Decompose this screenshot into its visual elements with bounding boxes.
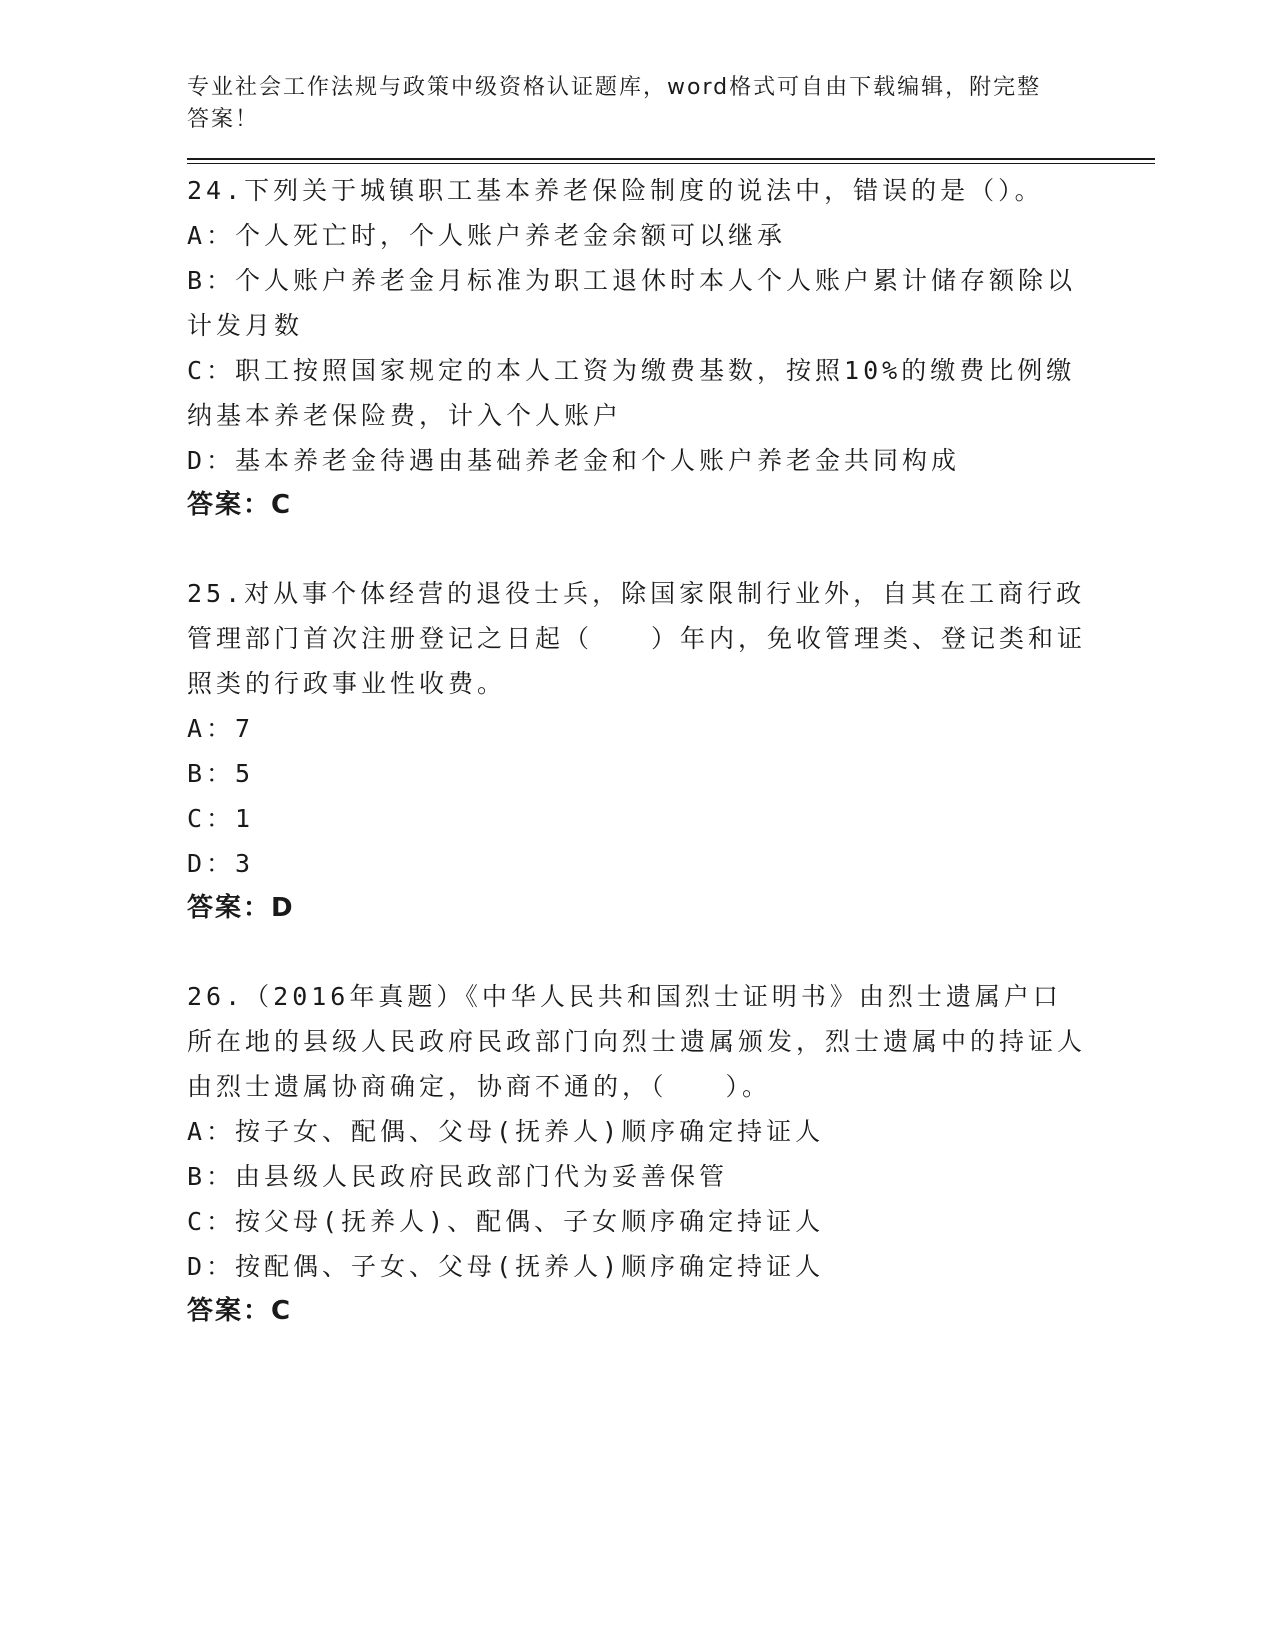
question-list <box>187 168 1157 1334</box>
option-d: D：基本养老金待遇由基础养老金和个人账户养老金共同构成 <box>187 446 961 475</box>
option-d: D：3 <box>187 849 255 878</box>
option-a: A：7 <box>187 714 255 743</box>
spacer <box>187 931 1157 974</box>
option-a: A：个人死亡时，个人账户养老金余额可以继承 <box>187 221 787 250</box>
option-c: C：职工按照国家规定的本人工资为缴费基数，按照10%的缴费比例缴纳基本养老保险费，计入个人账户 <box>187 356 1076 430</box>
question-26 <box>187 974 1157 1334</box>
option-c: C：1 <box>187 804 255 833</box>
answer-line: 答案：C <box>187 1296 293 1326</box>
answer-line: 答案：D <box>187 893 295 923</box>
option-b: B：由县级人民政府民政部门代为妥善保管 <box>187 1162 729 1191</box>
question-stem: 24.下列关于城镇职工基本养老保险制度的说法中，错误的是（）。 <box>187 176 1044 205</box>
question-25 <box>187 571 1157 931</box>
document-page <box>187 72 1157 1334</box>
question-stem: 26.（2016年真题）《中华人民共和国烈士证明书》由烈士遗属户口所在地的县级人民政府民政部门向烈士遗属颁发，烈士遗属中的持证人由烈士遗属协商确定，协商不通的，（ ）。 <box>187 982 1087 1101</box>
option-d: D：按配偶、子女、父母(抚养人)顺序确定持证人 <box>187 1252 825 1281</box>
option-a: A：按子女、配偶、父母(抚养人)顺序确定持证人 <box>187 1117 825 1146</box>
question-24 <box>187 168 1157 528</box>
option-b: B：个人账户养老金月标准为职工退休时本人个人账户累计储存额除以计发月数 <box>187 266 1077 340</box>
answer-line: 答案：C <box>187 490 293 520</box>
spacer <box>187 528 1157 571</box>
question-stem: 25.对从事个体经营的退役士兵，除国家限制行业外，自其在工商行政管理部门首次注册登记之日起（ ）年内，免收管理类、登记类和证照类的行政事业性收费。 <box>187 579 1087 698</box>
document-header: 专业社会工作法规与政策中级资格认证题库，word格式可自由下载编辑，附完整答案！ <box>187 75 1042 132</box>
option-c: C：按父母(抚养人)、配偶、子女顺序确定持证人 <box>187 1207 825 1236</box>
option-b: B：5 <box>187 759 255 788</box>
header-divider <box>187 158 1155 164</box>
